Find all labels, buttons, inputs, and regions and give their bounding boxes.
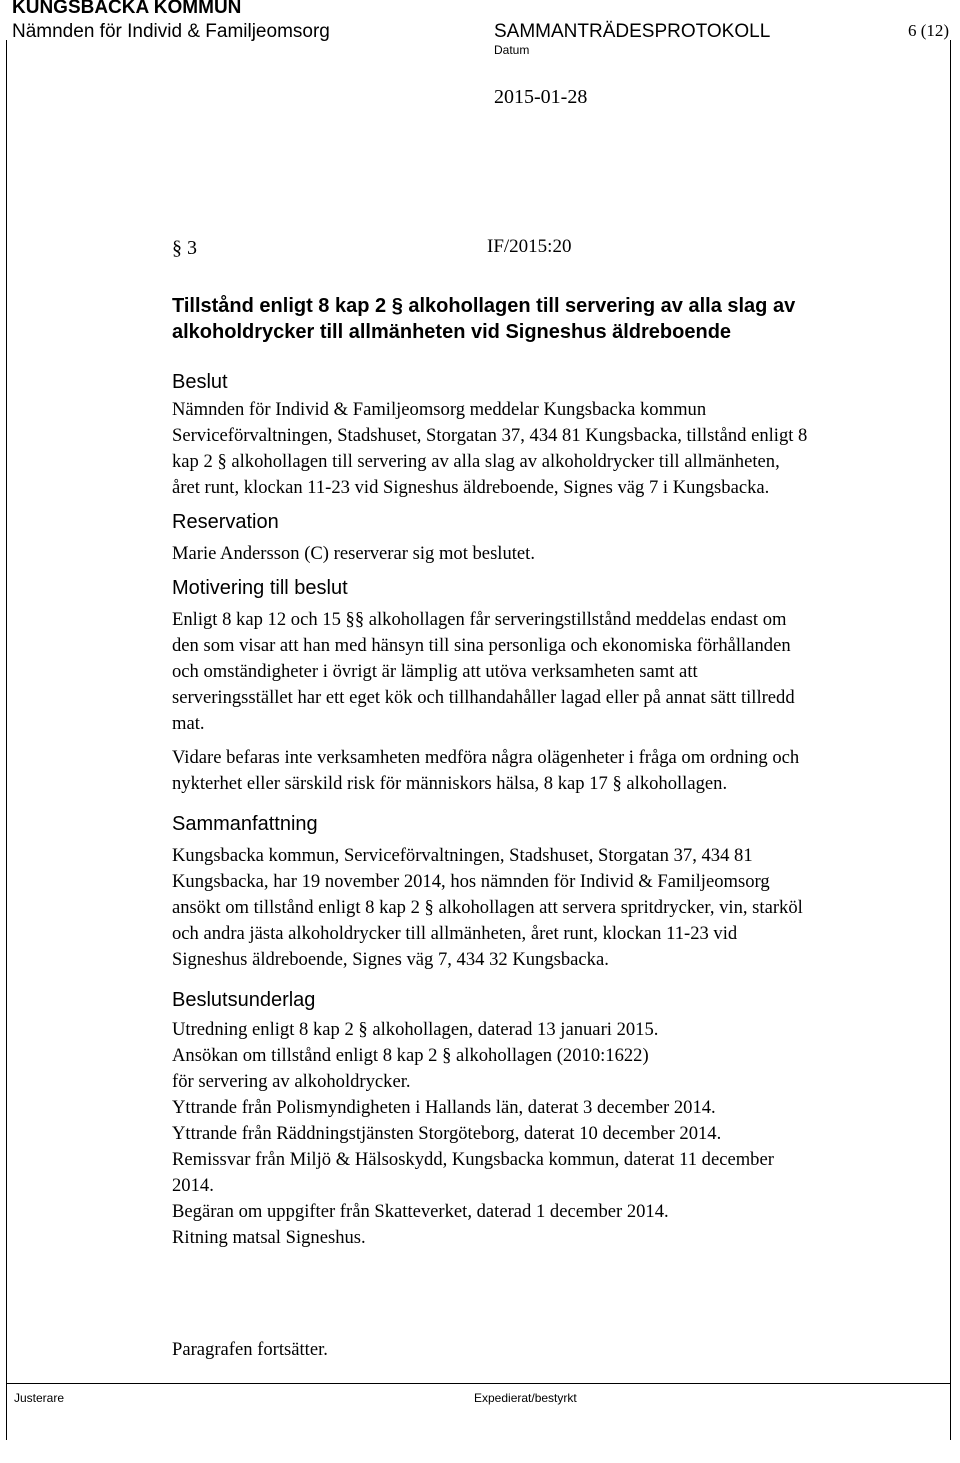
list-item: Remissvar från Miljö & Hälsoskydd, Kungsbacka kommun, daterat 11 december <box>172 1149 774 1170</box>
motivering-paragraph-2 <box>172 745 942 797</box>
list-item: Yttrande från Polismyndigheten i Hallands län, daterat 3 december 2014. <box>172 1097 716 1118</box>
list-item: Utredning enligt 8 kap 2 § alkohollagen, daterad 13 januari 2015. <box>172 1019 659 1040</box>
right-margin-rule <box>950 40 951 1440</box>
sammanfattning-text <box>172 843 942 973</box>
text-line: ansökt om tillstånd enligt 8 kap 2 § alkohollagen att servera spritdrycker, vin, starköl <box>172 897 803 918</box>
text-line: och andra jästa alkoholdrycker till allmänheten, året runt, klockan 11-23 vid <box>172 923 738 944</box>
document-type: SAMMANTRÄDESPROTOKOLL <box>494 21 771 42</box>
text-line: året runt, klockan 11-23 vid Signeshus äldreboende, Signes väg 7 i Kungsbacka. <box>172 477 770 498</box>
title-line: Tillstånd enligt 8 kap 2 § alkohollagen till servering av alla slag av <box>172 295 796 317</box>
beslutsunderlag-list <box>172 1017 942 1251</box>
paragraph-number-value: 3 <box>187 237 197 259</box>
footer-justerare-label: Justerare <box>14 1391 65 1405</box>
beslut-text <box>172 397 942 501</box>
text-line: Nämnden för Individ & Familjeomsorg meddelar Kungsbacka kommun <box>172 399 707 420</box>
text-line: och omständigheter i övrigt är lämplig att utöva verksamheten samt att <box>172 661 698 682</box>
meeting-date: 2015-01-28 <box>494 86 588 108</box>
date-label: Datum <box>494 43 530 57</box>
document-body <box>172 293 942 1251</box>
page-number: 6 (12) <box>908 21 950 40</box>
footer-expedierat-label: Expedierat/bestyrkt <box>474 1391 577 1405</box>
text-line: nykterhet eller särskild risk för människors hälsa, 8 kap 17 § alkohollagen. <box>172 773 728 794</box>
text-line: mat. <box>172 713 205 734</box>
title-line: alkoholdrycker till allmänheten vid Signeshus äldreboende <box>172 321 732 343</box>
text-line: serveringsstället har ett eget kök och tillhandahåller lagad eller på annat sätt tillredd <box>172 687 795 708</box>
item-title <box>172 293 942 345</box>
text-line: Kungsbacka, har 19 november 2014, hos nämnden för Individ & Familjeomsorg <box>172 871 770 892</box>
section-heading-beslutsunderlag: Beslutsunderlag <box>172 989 316 1011</box>
text-line: den som visar att han med hänsyn till sina personliga och ekonomiska förhållanden <box>172 635 791 656</box>
text-line: Kungsbacka kommun, Serviceförvaltningen, Stadshuset, Storgatan 37, 434 81 <box>172 845 753 866</box>
text-line: Serviceförvaltningen, Stadshuset, Storgatan 37, 434 81 Kungsbacka, tillstånd enligt 8 <box>172 425 808 446</box>
list-item: för servering av alkoholdrycker. <box>172 1071 411 1092</box>
text-line: kap 2 § alkohollagen till servering av alla slag av alkoholdrycker till allmänheten, <box>172 451 780 472</box>
text-line: Enligt 8 kap 12 och 15 §§ alkohollagen får serveringstillstånd meddelas endast om <box>172 609 787 630</box>
section-heading-reservation: Reservation <box>172 511 279 533</box>
organization-name: KUNGSBACKA KOMMUN <box>12 0 242 18</box>
section-heading-beslut: Beslut <box>172 371 228 393</box>
reservation-text: Marie Andersson (C) reserverar sig mot beslutet. <box>172 543 535 564</box>
left-margin-rule <box>6 40 7 1440</box>
section-heading-motivering: Motivering till beslut <box>172 577 348 599</box>
committee-name: Nämnden för Individ & Familjeomsorg <box>12 21 330 42</box>
list-item: Yttrande från Räddningstjänsten Storgöteborg, daterat 10 december 2014. <box>172 1123 722 1144</box>
list-item: Ritning matsal Signeshus. <box>172 1227 366 1248</box>
footer-divider <box>6 1383 951 1384</box>
case-reference: IF/2015:20 <box>487 236 572 257</box>
motivering-paragraph-1 <box>172 607 942 737</box>
list-item: 2014. <box>172 1175 214 1196</box>
list-item: Ansökan om tillstånd enligt 8 kap 2 § alkohollagen (2010:1622) <box>172 1045 649 1066</box>
section-heading-sammanfattning: Sammanfattning <box>172 813 318 835</box>
closing-note: Paragrafen fortsätter. <box>172 1339 328 1360</box>
text-line: Signeshus äldreboende, Signes väg 7, 434 32 Kungsbacka. <box>172 949 609 970</box>
paragraph-number: § 3 <box>172 237 197 259</box>
text-line: Vidare befaras inte verksamheten medföra några olägenheter i fråga om ordning och <box>172 747 800 768</box>
list-item: Begäran om uppgifter från Skatteverket, daterad 1 december 2014. <box>172 1201 669 1222</box>
